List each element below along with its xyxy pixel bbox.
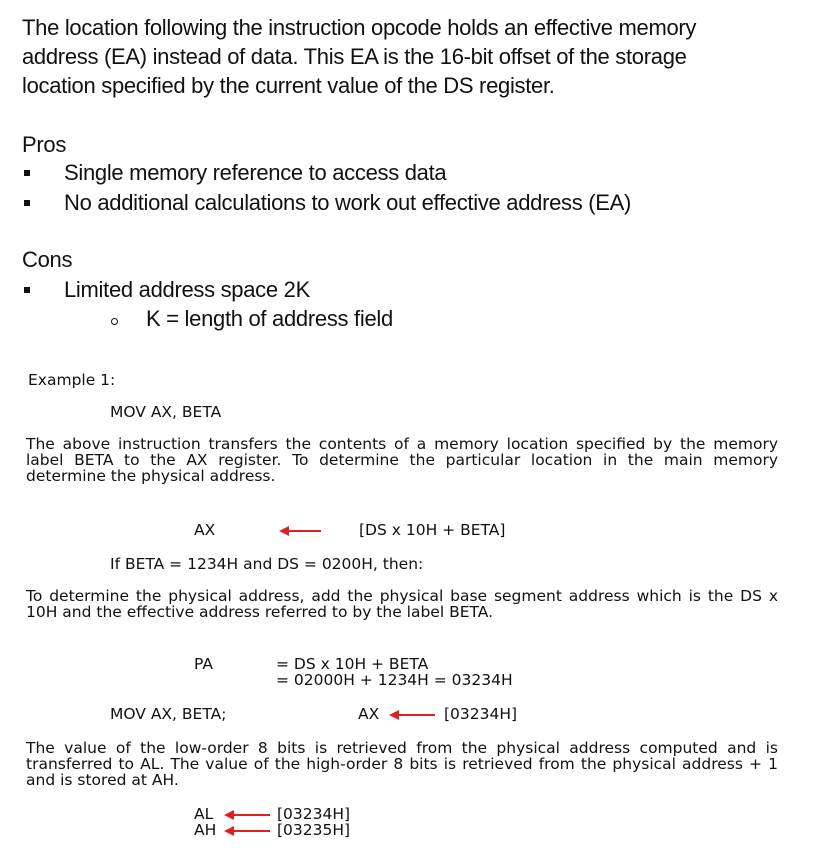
left-arrow-icon xyxy=(224,810,270,820)
example-heading: Example 1: xyxy=(28,371,116,389)
square-bullet-icon xyxy=(24,200,30,206)
pros-item-1: Single memory reference to access data xyxy=(64,160,447,185)
transfer-dest: AX xyxy=(194,521,216,539)
mov-dest: AX xyxy=(358,705,380,723)
intro-line-2: address (EA) instead of data. This EA is the 16-bit offset of the storage xyxy=(22,44,687,69)
ah-dest: AH xyxy=(194,821,217,839)
pros-item-2: No additional calculations to work out effective address (EA) xyxy=(64,190,632,215)
cons-item-1: Limited address space 2K xyxy=(64,277,310,302)
example-instruction: MOV AX, BETA xyxy=(110,403,222,421)
ah-src: [03235H] xyxy=(277,821,351,839)
example-condition: If BETA = 1234H and DS = 0200H, then: xyxy=(110,555,424,573)
al-src: [03234H] xyxy=(277,805,351,823)
pa-line-2: = 02000H + 1234H = 03234H xyxy=(276,671,513,689)
pa-label: PA xyxy=(194,655,213,673)
left-arrow-icon xyxy=(279,526,321,536)
cons-subitem-1: K = length of address field xyxy=(146,306,393,331)
transfer-src: [DS x 10H + BETA] xyxy=(359,521,506,539)
mov-src: [03234H] xyxy=(444,705,518,723)
intro-line-1: The location following the instruction opcode holds an effective memory xyxy=(22,15,697,40)
circle-bullet-icon xyxy=(111,318,118,325)
square-bullet-icon xyxy=(24,287,30,293)
example-paragraph-1: The above instruction transfers the contents of a memory location specified by the memory label BETA to the AX register. To determine the particular location in the main memory determine the physical address. xyxy=(26,435,778,485)
example-paragraph-2: To determine the physical address, add the physical base segment address which is the DS x 10H and the effective address referred to by the label BETA. xyxy=(26,587,778,621)
square-bullet-icon xyxy=(24,170,30,176)
left-arrow-icon xyxy=(224,826,270,836)
pa-line-1: = DS x 10H + BETA xyxy=(276,655,429,673)
al-dest: AL xyxy=(194,805,214,823)
cons-heading: Cons xyxy=(22,247,73,272)
example-paragraph-3: The value of the low-order 8 bits is retrieved from the physical address computed and is transferred to AL. The value of the high-order 8 bits is retrieved from the physical address + 1 and is stored at AH. xyxy=(26,739,778,789)
pros-heading: Pros xyxy=(22,132,67,157)
mov-instruction: MOV AX, BETA; xyxy=(110,705,227,723)
left-arrow-icon xyxy=(389,710,435,720)
intro-line-3: location specified by the current value of the DS register. xyxy=(22,73,555,98)
